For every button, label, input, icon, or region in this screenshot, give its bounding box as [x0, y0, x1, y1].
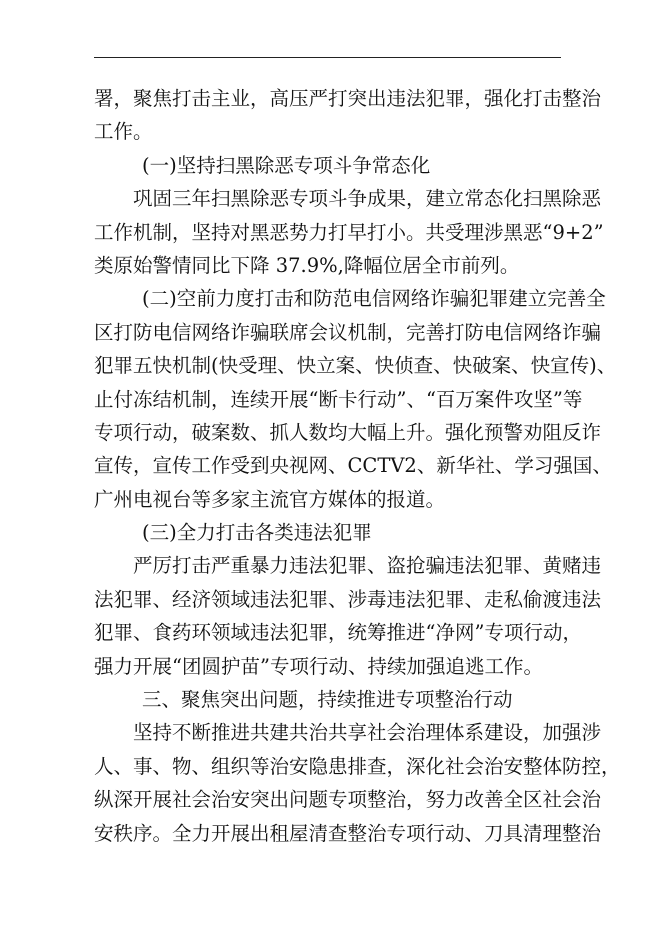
- paragraph-line: 强力开展“团圆护苗”专项行动、持续加强追逃工作。: [94, 654, 543, 678]
- paragraph-line: 严厉打击严重暴力违法犯罪、盗抢骗违法犯罪、黄赌违: [133, 554, 602, 578]
- paragraph-line: 工作。: [94, 120, 153, 144]
- paragraph-line: 犯罪、食药环领域违法犯罪，统筹推进“净网”专项行动，: [94, 621, 582, 645]
- paragraph-line: 专项行动，破案数、抓人数均大幅上升。强化预警劝阻反诈: [94, 420, 602, 444]
- chapter-heading: 三、聚焦突出问题，持续推进专项整治行动: [142, 688, 513, 712]
- section-heading: (二)空前力度打击和防范电信网络诈骗犯罪建立完善全: [142, 287, 606, 311]
- paragraph-line: 宣传，宣传工作受到央视网、CCTV2、新华社、学习强国、: [94, 454, 612, 478]
- header-rule: [94, 57, 561, 58]
- paragraph-line: 止付冻结机制，连续开展“断卡行动”、“百万案件攻坚”等: [94, 387, 583, 411]
- paragraph-line: 犯罪五快机制(快受理、快立案、快侦查、快破案、快宣传)、: [94, 354, 617, 378]
- paragraph-line: 坚持不断推进共建共治共享社会治理体系建设，加强涉: [133, 721, 602, 745]
- document-body: [94, 82, 621, 850]
- paragraph-line: 类原始警情同比下降 37.9%,降幅位居全市前列。: [94, 253, 520, 277]
- paragraph-line: 广州电视台等多家主流官方媒体的报道。: [94, 487, 446, 511]
- paragraph-line: 署，聚焦打击主业，高压严打突出违法犯罪，强化打击整治: [94, 87, 602, 110]
- paragraph-line: 法犯罪、经济领域违法犯罪、涉毒违法犯罪、走私偷渡违法: [94, 587, 602, 611]
- section-heading: (三)全力打击各类违法犯罪: [142, 521, 372, 545]
- paragraph-line: 区打防电信网络诈骗联席会议机制，完善打防电信网络诈骗: [94, 320, 602, 344]
- paragraph-line: 人、事、物、组织等治安隐患排查，深化社会治安整体防控，: [94, 754, 621, 778]
- paragraph-line: 巩固三年扫黑除恶专项斗争成果，建立常态化扫黑除恶: [133, 187, 602, 211]
- section-heading: (一)坚持扫黑除恶专项斗争常态化: [142, 153, 431, 177]
- paragraph-line: 安秩序。全力开展出租屋清查整治专项行动、刀具清理整治: [94, 821, 602, 845]
- paragraph-line: 纵深开展社会治安突出问题专项整治，努力改善全区社会治: [94, 788, 602, 812]
- paragraph-line: 工作机制，坚持对黑恶势力打早打小。共受理涉黑恶“9+2”: [94, 220, 604, 244]
